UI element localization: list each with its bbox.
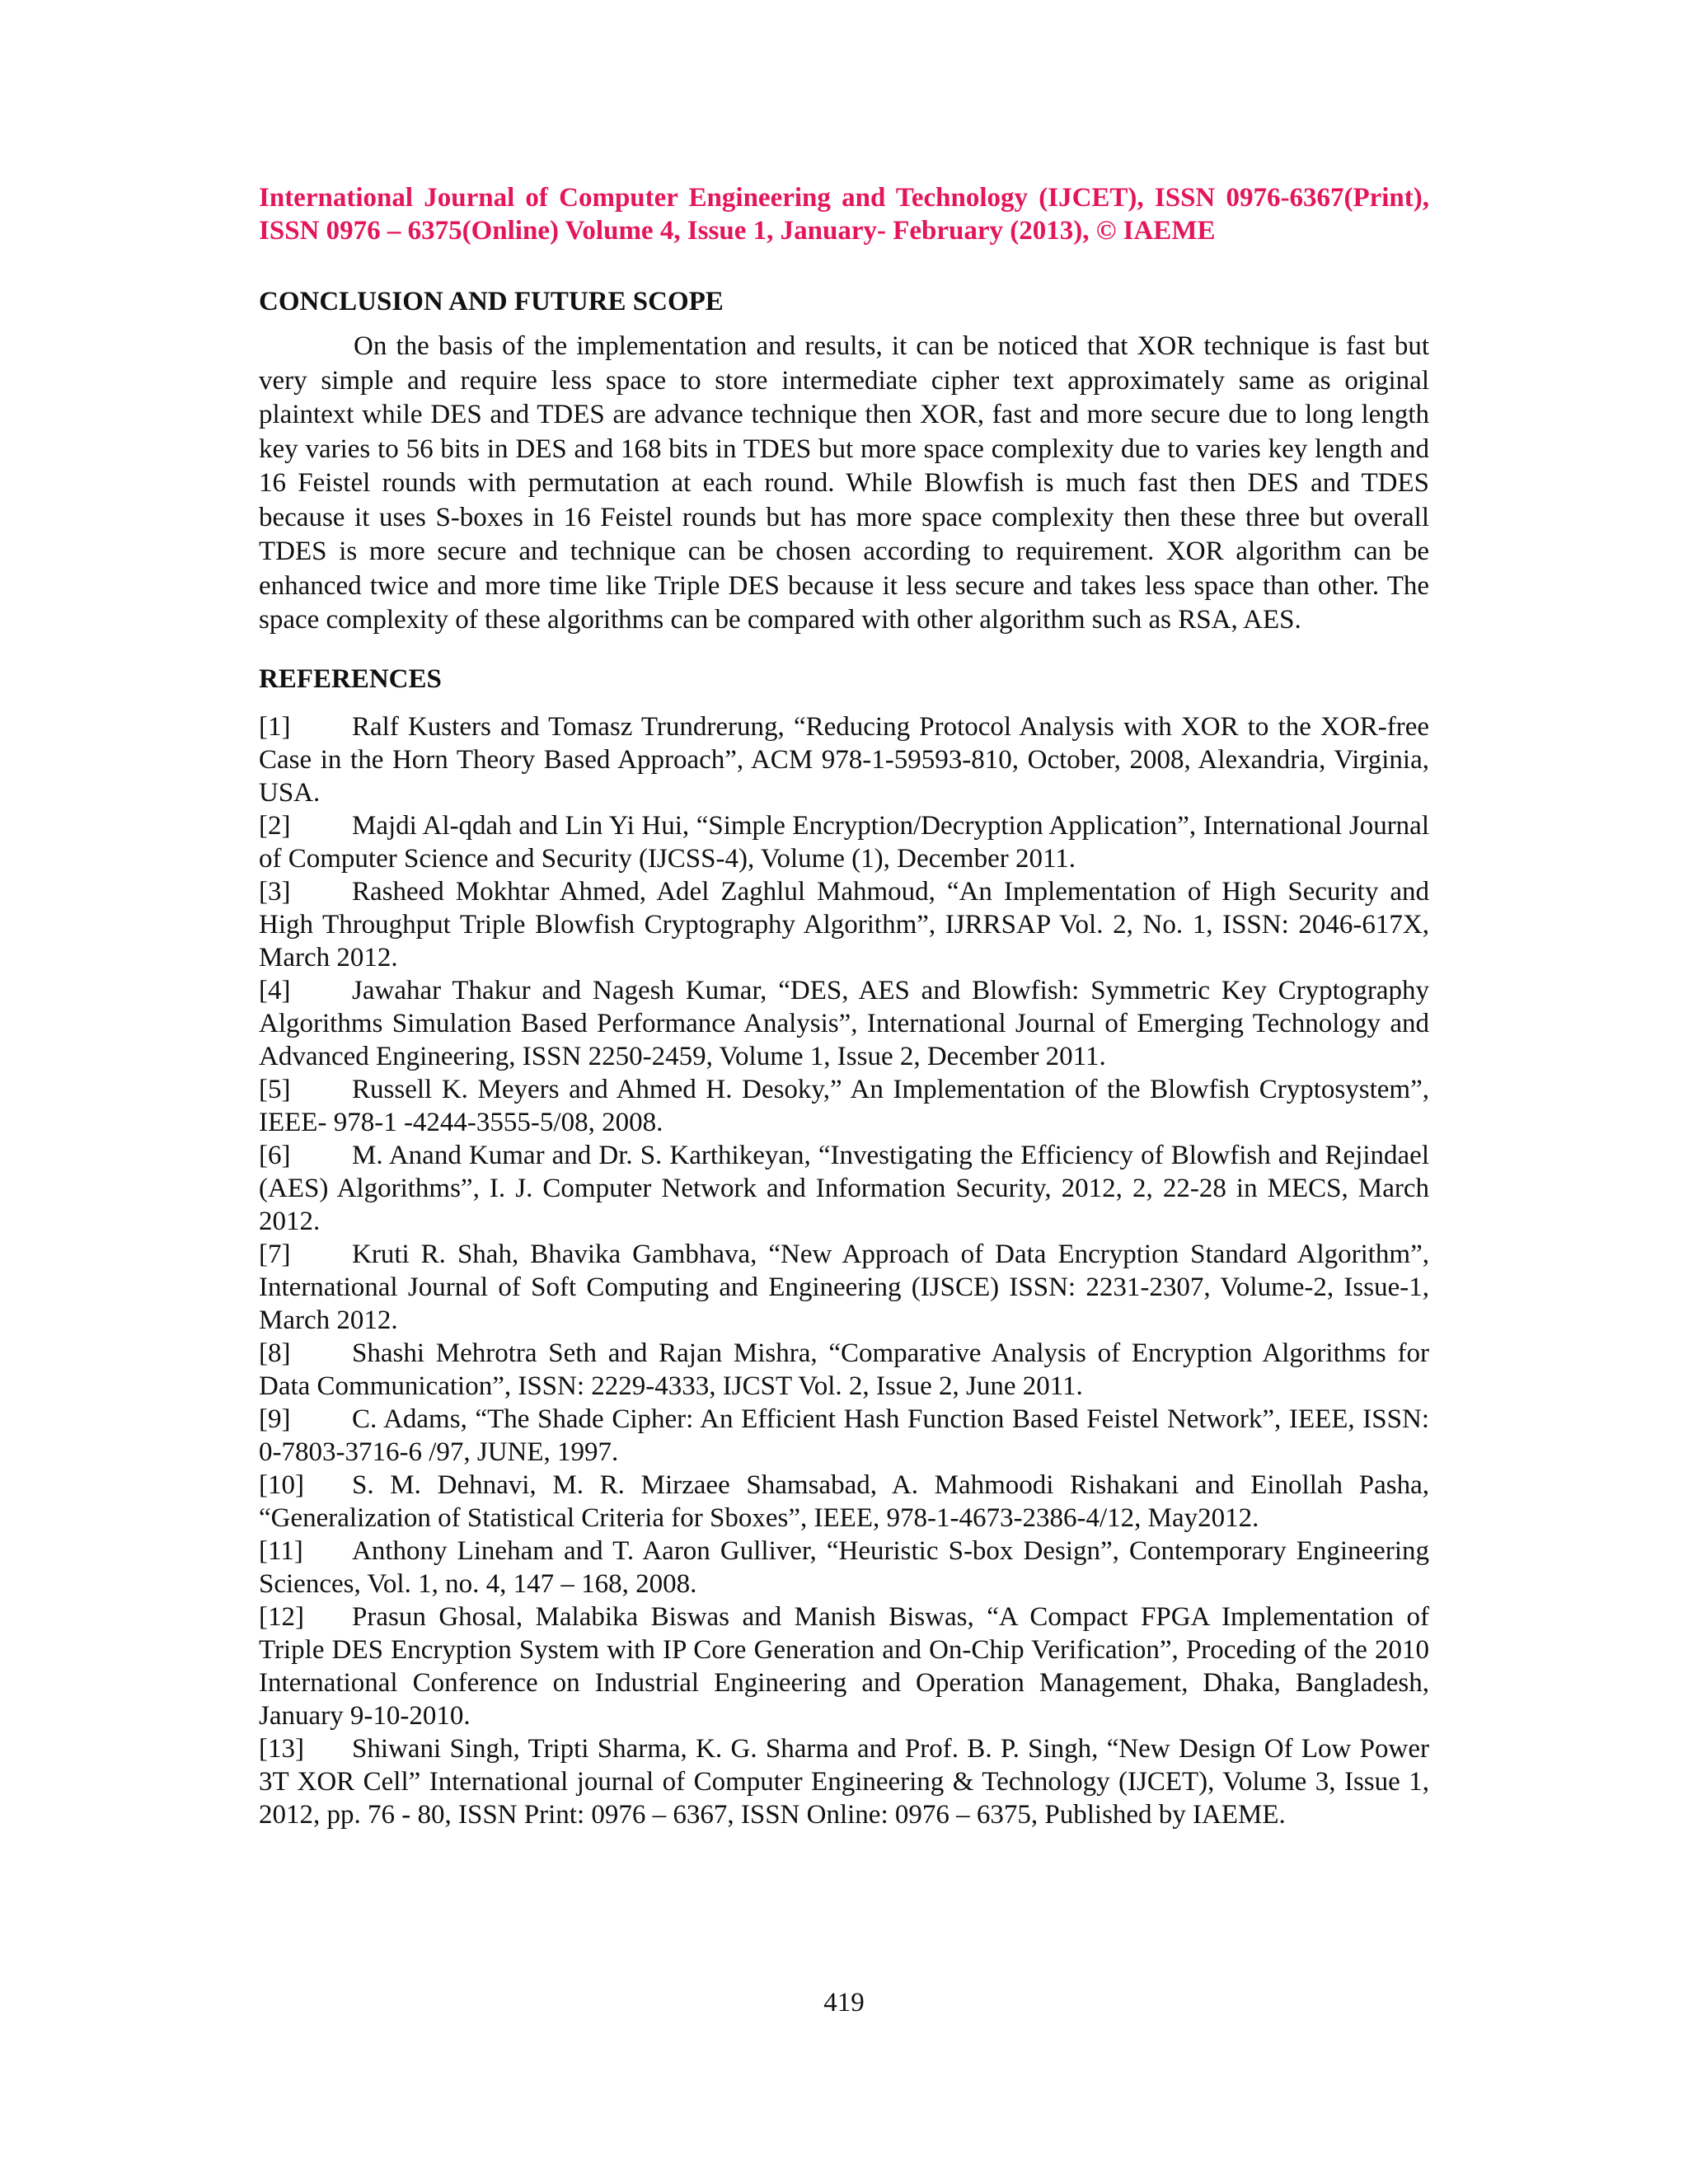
reference-item xyxy=(259,1732,1429,1831)
reference-item xyxy=(259,1139,1429,1238)
reference-text: M. Anand Kumar and Dr. S. Karthikeyan, “Investigating the Efficiency of Blowfish and Rejindael (AES) Algorithms”, I. J. Computer Network and Information Security, 2012, 2, 22-28 in MECS, March 2012. xyxy=(259,1140,1429,1236)
reference-number: [4] xyxy=(259,975,291,1005)
reference-number: [8] xyxy=(259,1338,291,1368)
reference-text: S. M. Dehnavi, M. R. Mirzaee Shamsabad, A. Mahmoodi Rishakani and Einollah Pasha, “Generalization of Statistical Criteria for Sboxes”, IEEE, 978-1-4673-2386-4/12, May2012. xyxy=(259,1469,1429,1533)
reference-number: [10] xyxy=(259,1469,304,1500)
reference-list xyxy=(259,710,1429,1831)
reference-item xyxy=(259,1403,1429,1469)
reference-item xyxy=(259,1469,1429,1535)
reference-item xyxy=(259,1238,1429,1337)
reference-text: Shiwani Singh, Tripti Sharma, K. G. Sharma and Prof. B. P. Singh, “New Design Of Low Power 3T XOR Cell” International journal of Computer Engineering & Technology (IJCET), Volume 3, Issue 1, 2012, pp. 76 - 80, ISSN Print: 0976 – 6367, ISSN Online: 0976 – 6375, Published by IAEME. xyxy=(259,1733,1429,1830)
reference-item xyxy=(259,710,1429,809)
reference-item xyxy=(259,1073,1429,1139)
reference-number: [12] xyxy=(259,1601,304,1632)
reference-number: [5] xyxy=(259,1074,291,1104)
reference-text: C. Adams, “The Shade Cipher: An Efficient Hash Function Based Feistel Network”, IEEE, ISSN: 0-7803-3716-6 /97, JUNE, 1997. xyxy=(259,1404,1429,1467)
reference-text: Shashi Mehrotra Seth and Rajan Mishra, “Comparative Analysis of Encryption Algorithms for Data Communication”, ISSN: 2229-4333, IJCST Vol. 2, Issue 2, June 2011. xyxy=(259,1338,1429,1401)
conclusion-paragraph: On the basis of the implementation and results, it can be noticed that XOR technique is fast but very simple and require less space to store intermediate cipher text approximately same as original plaintext while DES and TDES are advance technique then XOR, fast and more secure due to long length key varies to 56 bits in DES and 168 bits in TDES but more space complexity due to varies key length and 16 Feistel rounds with permutation at each round. While Blowfish is much fast then DES and TDES because it uses S-boxes in 16 Feistel rounds but has more space complexity then these three but overall TDES is more secure and technique can be chosen according to requirement. XOR algorithm can be enhanced twice and more time like Triple DES because it less secure and takes less space than other. The space complexity of these algorithms can be compared with other algorithm such as RSA, AES. xyxy=(259,331,1429,635)
reference-item xyxy=(259,1535,1429,1601)
reference-item xyxy=(259,875,1429,974)
reference-item xyxy=(259,1337,1429,1403)
reference-text: Anthony Lineham and T. Aaron Gulliver, “Heuristic S-box Design”, Contemporary Engineering Sciences, Vol. 1, no. 4, 147 – 168, 2008. xyxy=(259,1535,1429,1599)
reference-item xyxy=(259,974,1429,1073)
reference-text: Ralf Kusters and Tomasz Trundrerung, “Reducing Protocol Analysis with XOR to the XOR-free Case in the Horn Theory Based Approach”, ACM 978-1-59593-810, October, 2008, Alexandria, Virginia, USA. xyxy=(259,711,1429,808)
reference-text: Kruti R. Shah, Bhavika Gambhava, “New Approach of Data Encryption Standard Algorithm”, International Journal of Soft Computing and Engineering (IJSCE) ISSN: 2231-2307, Volume-2, Issue-1, March 2012. xyxy=(259,1239,1429,1335)
reference-text: Jawahar Thakur and Nagesh Kumar, “DES, AES and Blowfish: Symmetric Key Cryptography Algorithms Simulation Based Performance Analysis”, International Journal of Emerging Technology and Advanced Engineering, ISSN 2250-2459, Volume 1, Issue 2, December 2011. xyxy=(259,975,1429,1071)
reference-number: [6] xyxy=(259,1140,291,1170)
page-content xyxy=(259,181,1429,1831)
reference-number: [13] xyxy=(259,1733,304,1764)
reference-number: [9] xyxy=(259,1404,291,1434)
references-heading: REFERENCES xyxy=(259,663,442,694)
conclusion-heading: CONCLUSION AND FUTURE SCOPE xyxy=(259,287,724,316)
reference-text: Rasheed Mokhtar Ahmed, Adel Zaghlul Mahmoud, “An Implementation of High Security and High Throughput Triple Blowfish Cryptography Algorithm”, IJRRSAP Vol. 2, No. 1, ISSN: 2046-617X, March 2012. xyxy=(259,876,1429,972)
reference-text: Majdi Al-qdah and Lin Yi Hui, “Simple Encryption/Decryption Application”, International Journal of Computer Science and Security (IJCSS-4), Volume (1), December 2011. xyxy=(259,810,1429,874)
reference-number: [1] xyxy=(259,711,291,742)
reference-text: Prasun Ghosal, Malabika Biswas and Manish Biswas, “A Compact FPGA Implementation of Triple DES Encryption System with IP Core Generation and On-Chip Verification”, Proceding of the 2010 International Conference on Industrial Engineering and Operation Management, Dhaka, Bangladesh, January 9-10-2010. xyxy=(259,1601,1429,1731)
reference-text: Russell K. Meyers and Ahmed H. Desoky,” An Implementation of the Blowfish Cryptosystem”, IEEE- 978-1 -4244-3555-5/08, 2008. xyxy=(259,1074,1429,1137)
reference-item xyxy=(259,809,1429,875)
reference-number: [2] xyxy=(259,810,291,841)
reference-number: [11] xyxy=(259,1535,303,1566)
journal-header: International Journal of Computer Engineering and Technology (IJCET), ISSN 0976-6367(Print), ISSN 0976 – 6375(Online) Volume 4, Issue 1, January- February (2013), © IAEME xyxy=(259,183,1429,246)
page-number: 419 xyxy=(823,1988,865,2018)
reference-number: [3] xyxy=(259,876,291,907)
reference-number: [7] xyxy=(259,1239,291,1269)
reference-item xyxy=(259,1601,1429,1732)
